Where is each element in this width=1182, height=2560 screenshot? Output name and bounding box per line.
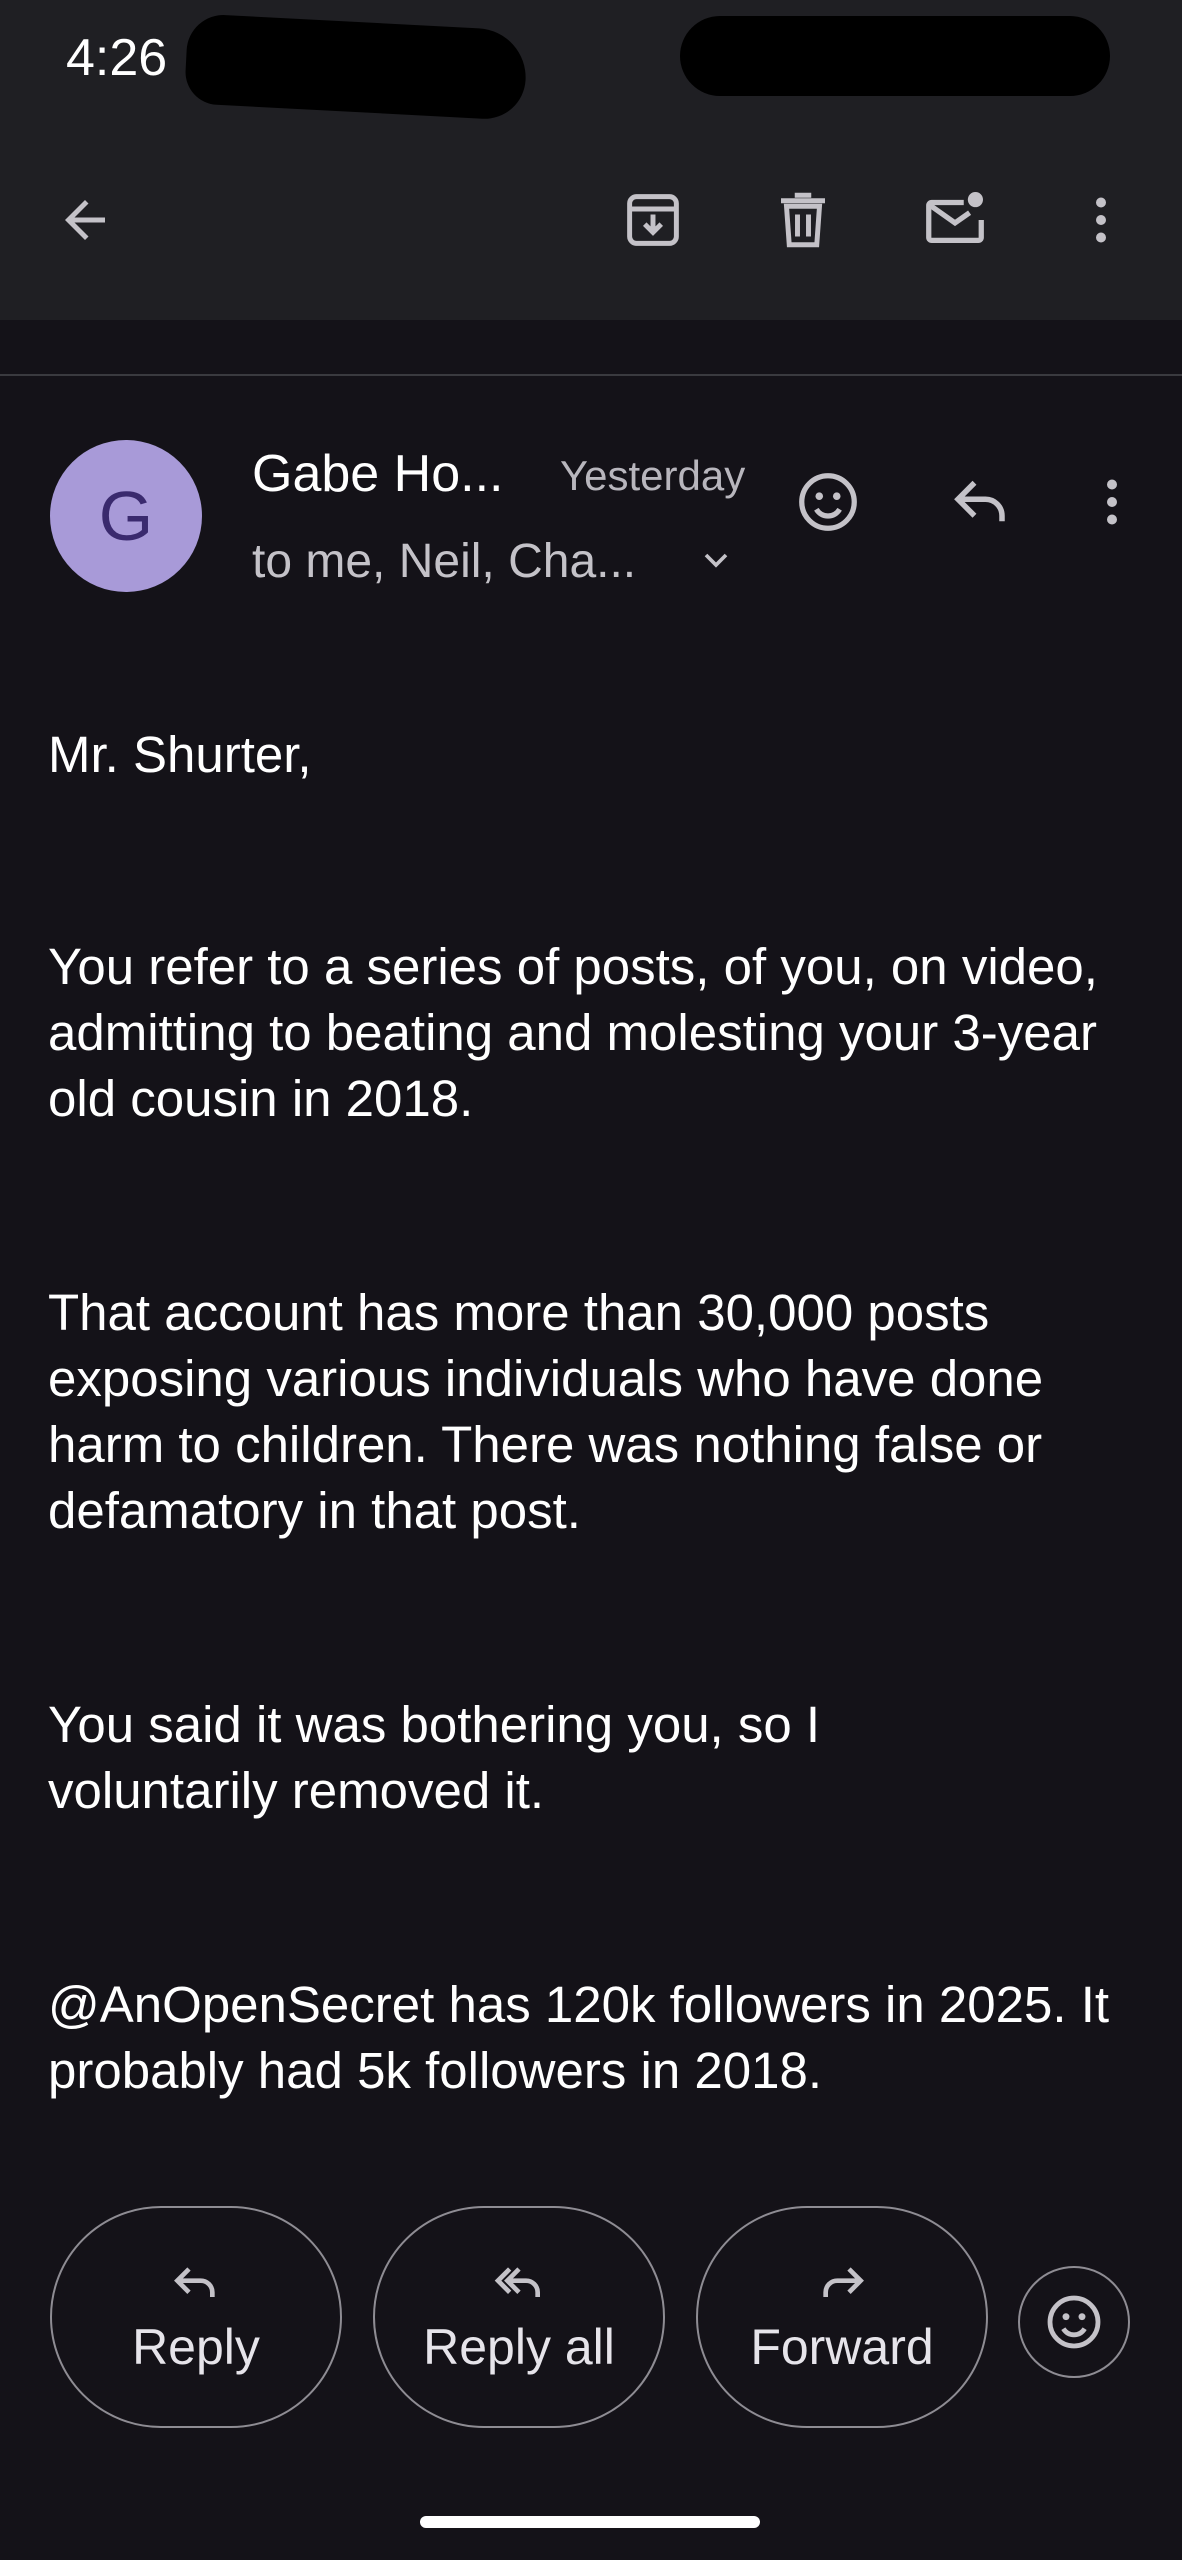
reply-all-label: Reply all: [423, 2319, 615, 2375]
sender-avatar[interactable]: G: [50, 440, 202, 592]
reply-icon: [168, 2258, 224, 2308]
chevron-down-icon[interactable]: [696, 540, 736, 580]
email-paragraph: That account has more than 30,000 posts exposing various individuals who have done harm to children. There was nothing false or defamatory in that post.: [48, 1284, 1044, 1539]
add-reaction-icon[interactable]: [788, 462, 868, 542]
reply-all-icon: [491, 2258, 547, 2308]
more-options-icon[interactable]: [1056, 175, 1146, 265]
forward-icon: [814, 2258, 870, 2308]
reply-label: Reply: [132, 2319, 260, 2375]
back-arrow-icon[interactable]: [40, 175, 130, 265]
redaction-mark: [680, 16, 1110, 96]
reply-button[interactable]: [50, 2206, 342, 2428]
home-indicator[interactable]: [420, 2516, 760, 2528]
forward-label: Forward: [750, 2319, 934, 2375]
top-toolbar: [0, 120, 1182, 320]
email-greeting: Mr. Shurter,: [48, 726, 312, 783]
reply-icon[interactable]: [940, 462, 1020, 542]
redaction-mark: [184, 13, 528, 121]
forward-button[interactable]: [696, 2206, 988, 2428]
smiley-icon: [1042, 2290, 1106, 2354]
email-paragraph: You said it was bothering you, so I voluntarily removed it.: [48, 1696, 821, 1819]
archive-icon[interactable]: [608, 175, 698, 265]
message-more-icon[interactable]: [1072, 462, 1152, 542]
status-time: 4:26: [66, 29, 168, 87]
header-divider: [0, 374, 1182, 376]
mark-unread-icon[interactable]: [910, 175, 1000, 265]
emoji-reaction-button[interactable]: [1018, 2266, 1130, 2378]
sender-name[interactable]: Gabe Ho...: [252, 445, 504, 503]
email-paragraph: @AnOpenSecret has 120k followers in 2025. It probably had 5k followers in 2018.: [48, 1976, 1110, 2099]
recipients-line[interactable]: to me, Neil, Cha...: [252, 535, 637, 588]
email-paragraph: You refer to a series of posts, of you, on video, admitting to beating and molesting your 3-year old cousin in 2018.: [48, 938, 1098, 1127]
delete-icon[interactable]: [758, 175, 848, 265]
email-date: Yesterday: [560, 452, 746, 499]
status-bar: [0, 0, 1182, 120]
reply-all-button[interactable]: [373, 2206, 665, 2428]
